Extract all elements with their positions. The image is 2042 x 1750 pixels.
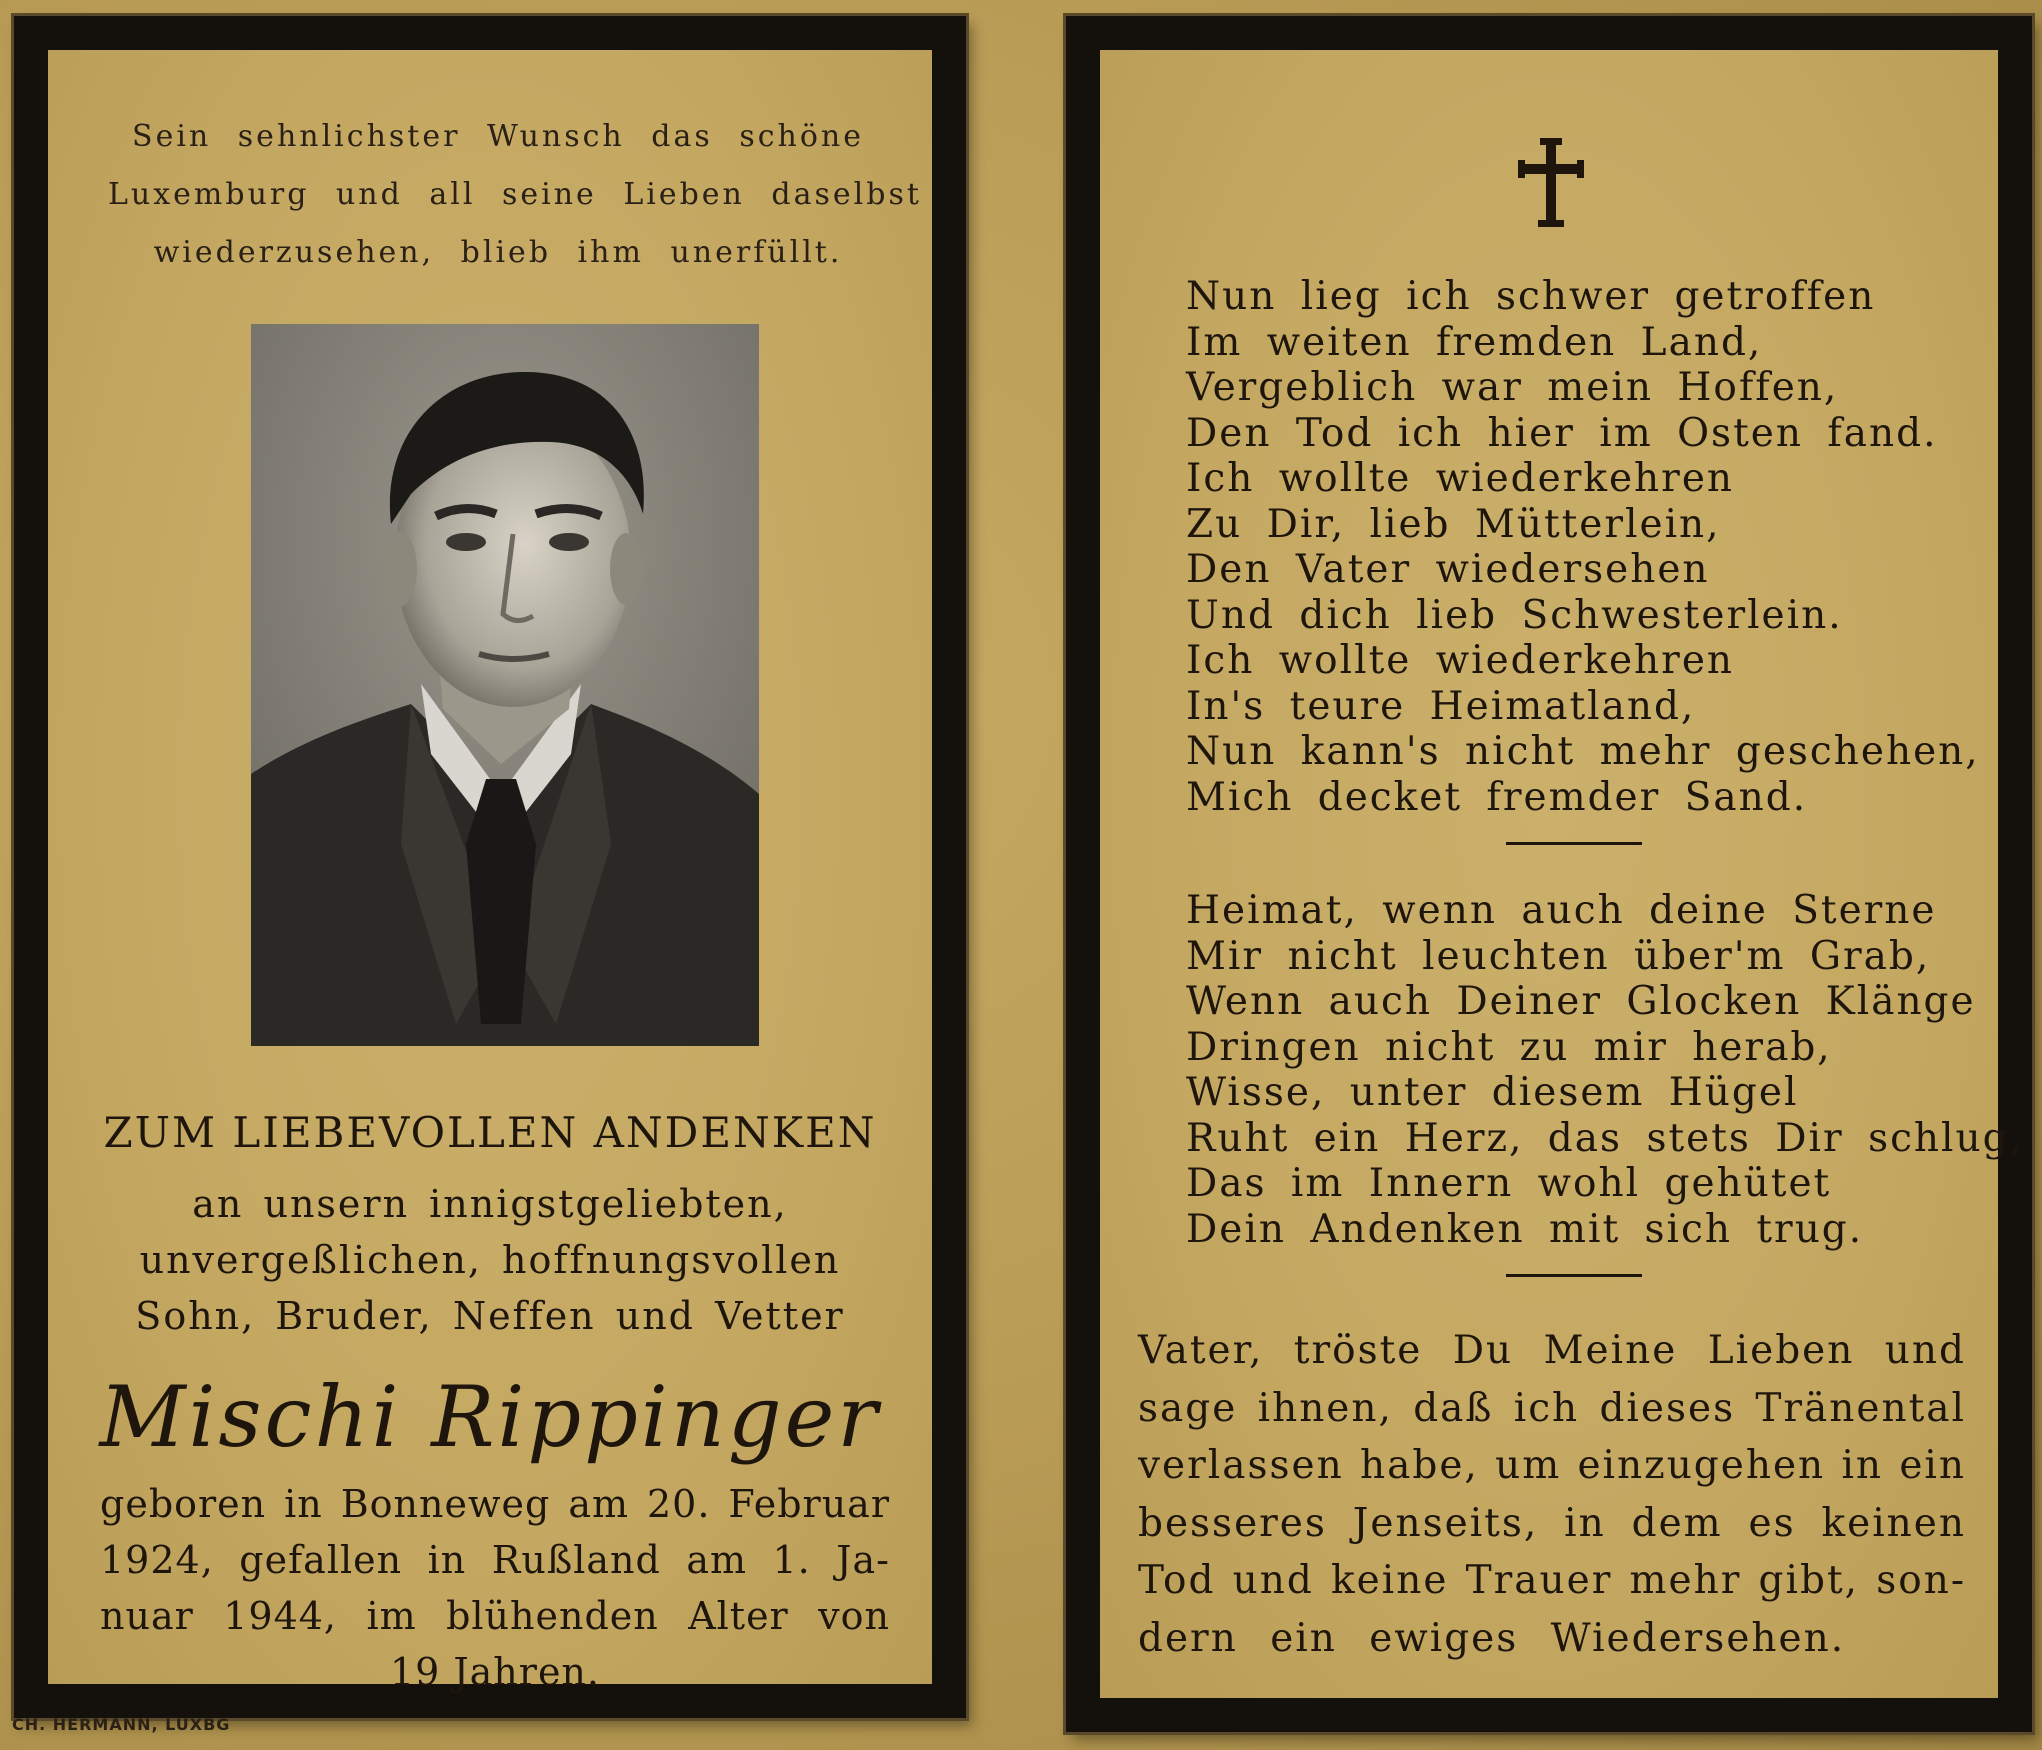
poem-stanza-1 [1186, 274, 1980, 820]
prayer-line [1138, 1552, 1966, 1610]
cross-icon [1518, 138, 1584, 232]
prayer-line [1138, 1495, 1966, 1553]
cross-icon-svg [1518, 138, 1584, 228]
biography-line-text: 1924, gefallen in Rußland am 1. Ja- [100, 1538, 890, 1582]
poem-line: Den Tod ich hier im Osten fand. [1186, 410, 1938, 456]
poem-line: Ich wollte wiederkehren [1186, 456, 1735, 501]
poem-line: In's teure Heimatland, [1186, 683, 1696, 729]
motto-line: wiederzusehen, blieb ihm unerfüllt. [153, 235, 843, 270]
poem-line: Nun lieg ich schwer getroffen [1186, 274, 1876, 319]
biography-line-text: 19 Jahren. [389, 1650, 600, 1694]
poem-line: Heimat, wenn auch deine Sterne [1186, 888, 1937, 933]
biography-line [100, 1532, 890, 1588]
poem-line: Zu Dir, lieb Mütterlein, [1186, 501, 1721, 547]
prayer-line-text: verlassen habe, um einzugehen in ein [1138, 1443, 1966, 1488]
dedication-text [48, 1176, 932, 1344]
prayer-line [1138, 1610, 1966, 1668]
poem-line: Nun kann's nicht mehr geschehen, [1186, 729, 1980, 774]
card-back-paper [1100, 50, 2024, 1698]
poem-line: Ich wollte wiederkehren [1186, 638, 1735, 683]
poem-line: Mich decket fremder Sand. [1186, 774, 1808, 820]
dedication-line: Sohn, Bruder, Neffen und Vetter [135, 1294, 845, 1338]
biography-line [100, 1588, 890, 1644]
prayer-line-text: Vater, tröste Du Meine Lieben und [1138, 1328, 1966, 1373]
poem-line: Vergeblich war mein Hoffen, [1186, 365, 1839, 410]
biography-line [100, 1476, 890, 1532]
motto-line: Luxemburg und all seine Lieben daselbst [108, 177, 922, 212]
memorial-card-front [14, 16, 966, 1718]
poem-line: Wenn auch Deiner Glocken Klänge [1186, 979, 1976, 1024]
poem-line: Und dich lieb Schwesterlein. [1186, 592, 1843, 638]
poem-line: Den Vater wiedersehen [1186, 547, 1710, 592]
card-front-paper [48, 50, 932, 1694]
memorial-heading: ZUM LIEBEVOLLEN ANDENKEN [103, 1108, 877, 1157]
poem-line: Dein Andenken mit sich trug. [1186, 1206, 1864, 1252]
prayer-line-text: besseres Jenseits, in dem es keinen [1138, 1500, 1966, 1546]
poem-line: Dringen nicht zu mir herab, [1186, 1024, 1832, 1070]
section-divider [1506, 842, 1642, 845]
poem-line: Mir nicht leuchten über'm Grab, [1186, 933, 1931, 979]
poem-line: Im weiten fremden Land, [1186, 319, 1763, 365]
portrait-illustration [251, 324, 759, 1046]
prayer-line-text: sage ihnen, daß ich dieses Tränental [1138, 1385, 1966, 1431]
prayer-line [1138, 1322, 1966, 1380]
prayer-line-text: Tod und keine Trauer mehr gibt, son- [1138, 1558, 1966, 1603]
printer-imprint: CH. HERMANN, LUXBG [12, 1715, 231, 1734]
portrait-photo [251, 324, 759, 1046]
poem-line: Ruht ein Herz, das stets Dir schlug, [1186, 1115, 2024, 1161]
dedication-line: unvergeßlichen, hoffnungsvollen [139, 1238, 841, 1282]
biography-line [100, 1644, 890, 1700]
poem-stanza-2 [1186, 888, 2024, 1252]
prayer-line [1138, 1437, 1966, 1495]
poem-line: Das im Innern wohl gehütet [1186, 1161, 1832, 1206]
biography-line-text: nuar 1944, im blühenden Alter von [100, 1594, 890, 1638]
prayer-line [1138, 1380, 1966, 1438]
prayer-text [1138, 1322, 1966, 1667]
motto-line: Sein sehnlichster Wunsch das schöne [132, 119, 864, 154]
section-divider [1506, 1274, 1642, 1277]
motto-text [108, 108, 922, 282]
prayer-line-text: dern ein ewiges Wiedersehen. [1138, 1615, 1846, 1661]
deceased-name: Mischi Rippinger [99, 1368, 881, 1466]
biography-text [100, 1476, 890, 1700]
dedication-line: an unsern innigstgeliebten, [192, 1182, 788, 1226]
poem-line: Wisse, unter diesem Hügel [1186, 1070, 1799, 1115]
biography-line-text: geboren in Bonneweg am 20. Februar [100, 1482, 890, 1526]
memorial-card-back [1066, 16, 2032, 1732]
